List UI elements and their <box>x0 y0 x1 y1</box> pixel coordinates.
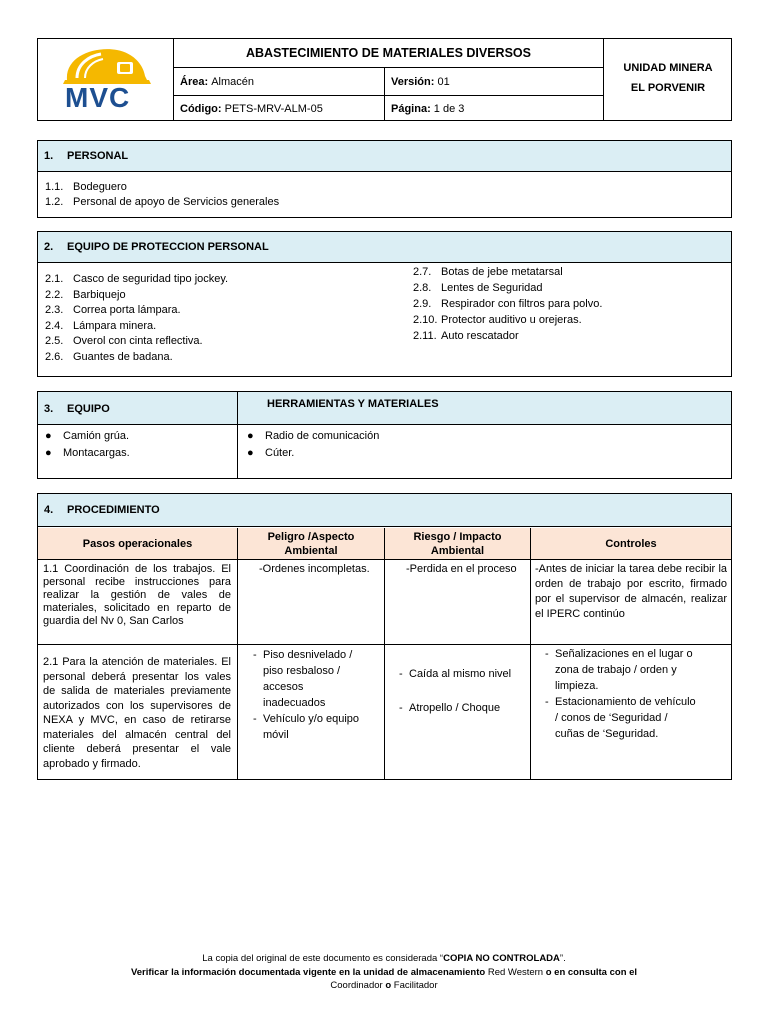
section-number: 1. <box>44 150 54 162</box>
column-header-riesgo: Riesgo / Impacto Ambiental <box>413 531 502 557</box>
footer-line-2: Verificar la información documentada vigente en la unidad de almacenamiento Red Western o en consulta con el <box>130 966 638 978</box>
codigo-label: Código: <box>180 102 222 115</box>
list-item: ● Radio de comunicación <box>247 430 380 442</box>
pagina-label: Página: <box>391 102 431 115</box>
section-equipo-title <box>38 392 237 425</box>
footer-notice <box>0 952 768 993</box>
list-item: 2.2. Barbiquejo <box>45 288 126 301</box>
codigo-value: PETS-MRV-ALM-05 <box>224 102 323 115</box>
section-personal-header <box>38 141 731 172</box>
list-item: 2.5. Overol con cinta reflectiva. <box>45 335 203 347</box>
document-title: ABASTECIMIENTO DE MATERIALES DIVERSOS <box>246 45 531 60</box>
section-number: 3. <box>44 402 54 415</box>
version-value: 01 <box>437 75 450 88</box>
list-item: 2.4. Lámpara minera. <box>45 319 157 332</box>
list-item: - Atropello / Choque <box>399 702 501 714</box>
list-item: ● Camión grúa. <box>45 430 130 442</box>
list-item: 1.2. Personal de apoyo de Servicios generales <box>45 195 280 208</box>
unit-name <box>604 58 732 98</box>
version-field <box>385 68 603 95</box>
table-row-1-peligro: -Ordenes incompletas. <box>259 563 370 575</box>
table-row-1-paso: 1.1 Coordinación de los trabajos. El personal recibe instrucciones para realizar la gestión de vales de materiales, solicitado en reparto de guardia del Nv 0, San Carlos <box>43 563 231 627</box>
column-header-pasos: Pasos operacionales <box>82 538 193 550</box>
list-item: 1.1. Bodeguero <box>45 181 127 193</box>
section-title: EQUIPO <box>67 402 110 415</box>
table-row-2-paso: 2.1 Para la atención de materiales. El personal deberá presentar los vales de salida de materiales previamente autorizados con los supervisores de NEXA y MVC, en caso de retirarse materiales del almacén central del cliente deberá presentar el vale aprobado y firmado. <box>43 656 231 770</box>
company-logo <box>55 42 160 116</box>
epp-list-left <box>45 272 375 365</box>
area-label: Área: <box>180 75 209 88</box>
table-row-2-peligro <box>253 647 378 743</box>
list-item: - Estacionamiento de vehículo / conos de ‘Seguridad / cuñas de ‘Seguridad. <box>545 696 696 740</box>
area-value: Almacén <box>211 75 254 88</box>
list-item: 2.1. Casco de seguridad tipo jockey. <box>45 273 229 285</box>
personal-list <box>45 180 645 209</box>
logo-text: MVC <box>65 82 131 113</box>
footer-line-1: La copia del original de este documento es considerada “COPIA NO CONTROLADA”. <box>202 953 566 964</box>
section-number: 2. <box>44 241 54 253</box>
list-item: - Caída al mismo nivel <box>399 668 512 680</box>
list-item: 2.3. Correa porta lámpara. <box>45 304 181 316</box>
column-header-controles: Controles <box>605 538 657 550</box>
section-title: PROCEDIMIENTO <box>67 504 160 516</box>
list-item: 2.10. Protector auditivo u orejeras. <box>413 314 582 326</box>
list-item: 2.9. Respirador con filtros para polvo. <box>413 298 603 310</box>
list-item: - Vehículo y/o equipo móvil <box>253 713 360 741</box>
version-label: Versión: <box>391 75 435 88</box>
section-number: 4. <box>44 504 54 516</box>
section-title: PERSONAL <box>67 150 129 162</box>
list-item: ● Montacargas. <box>45 446 130 459</box>
area-field <box>174 68 384 95</box>
list-item: 2.6. Guantes de badana. <box>45 350 173 363</box>
table-row-2-controles <box>545 646 705 742</box>
section-title: EQUIPO DE PROTECCION PERSONAL <box>67 241 269 253</box>
epp-list-right <box>413 264 723 344</box>
list-item: 2.7. Botas de jebe metatarsal <box>413 266 563 278</box>
column-header-peligro: Peligro /Aspecto Ambiental <box>267 531 355 557</box>
herramientas-title: HERRAMIENTAS Y MATERIALES <box>267 398 439 410</box>
unit-line-1: UNIDAD MINERA <box>623 62 713 74</box>
unit-line-2: EL PORVENIR <box>630 82 706 94</box>
section-epp-header <box>38 232 731 263</box>
list-item: 2.8. Lentes de Seguridad <box>413 282 543 294</box>
section-procedimiento-header <box>38 494 731 527</box>
list-item: - Piso desnivelado / piso resbaloso / accesos inadecuados <box>253 649 353 709</box>
codigo-field <box>174 96 384 121</box>
pagina-value: 1 de 3 <box>433 102 465 115</box>
list-item: ● Cúter. <box>247 446 295 459</box>
equipo-list <box>45 428 235 461</box>
table-row-1-controles: -Antes de iniciar la tarea debe recibir la orden de trabajo por escrito, firmado por el supervisor de almacén, realizar el IPERC continúo <box>535 563 727 620</box>
list-item: 2.11. Auto rescatador <box>413 330 519 342</box>
footer-line-3: Coordinador o Facilitador <box>330 980 438 991</box>
herramientas-list <box>247 428 647 461</box>
list-item: - Señalizaciones en el lugar o zona de trabajo / orden y limpieza. <box>545 648 693 692</box>
table-row-1-riesgo: -Perdida en el proceso <box>406 563 517 575</box>
table-row-2-riesgo <box>399 666 527 716</box>
pagina-field <box>385 96 603 121</box>
